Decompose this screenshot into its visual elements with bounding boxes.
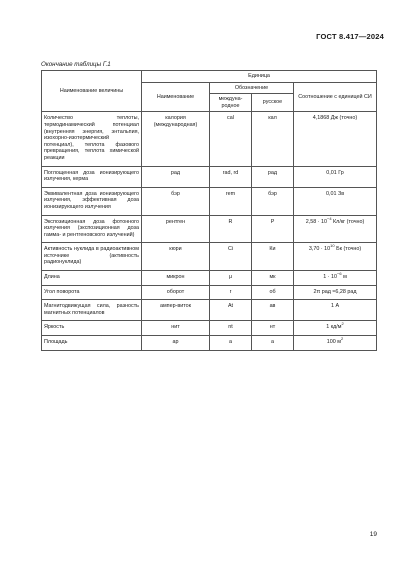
- intl-symbol-cell: rad, rd: [210, 166, 252, 187]
- intl-symbol-cell: nt: [210, 321, 252, 336]
- intl-symbol-cell: Ci: [210, 243, 252, 271]
- header-unit: Единица: [142, 71, 377, 83]
- si-value: 2,58 · 10: [305, 218, 327, 225]
- header-russian: русское: [252, 94, 294, 112]
- si-relation-cell: [294, 215, 377, 243]
- si-value: 1 · 10: [323, 274, 338, 281]
- unit-name-cell: оборот: [142, 285, 210, 300]
- header-international: междуна-родное: [210, 94, 252, 112]
- table-row: [42, 215, 377, 243]
- si-value: 3,70 · 10: [308, 246, 331, 253]
- intl-symbol-cell: rem: [210, 187, 252, 215]
- units-table: [41, 70, 377, 351]
- rus-symbol-cell: об: [252, 285, 294, 300]
- rus-symbol-cell: Ки: [252, 243, 294, 271]
- rus-symbol-cell: ав: [252, 300, 294, 321]
- unit-name-cell: кюри: [142, 243, 210, 271]
- si-value: 1 кд/м: [326, 324, 342, 331]
- table-row: [42, 271, 377, 286]
- document-header: ГОСТ 8.417—2024: [316, 32, 384, 41]
- rus-symbol-cell: бэр: [252, 187, 294, 215]
- rus-symbol-cell: нт: [252, 321, 294, 336]
- unit-name-cell: рад: [142, 166, 210, 187]
- table-row: [42, 243, 377, 271]
- intl-symbol-cell: μ: [210, 271, 252, 286]
- si-relation-cell: 0,01 Гр: [294, 166, 377, 187]
- unit-name-cell: калория (международная): [142, 112, 210, 166]
- quantity-cell: Угол поворота: [42, 285, 142, 300]
- unit-name-cell: ар: [142, 336, 210, 351]
- quantity-cell: Экспозиционная доза фотонного излучения (экспозиционная доза гамма- и рентгеновского излучений): [42, 215, 142, 243]
- table-row: [42, 336, 377, 351]
- si-relation-cell: [294, 243, 377, 271]
- table-row: [42, 300, 377, 321]
- quantity-cell: Яркость: [42, 321, 142, 336]
- si-exponent: 2: [341, 321, 344, 327]
- intl-symbol-cell: R: [210, 215, 252, 243]
- page-number: 19: [369, 531, 377, 538]
- table-row: [42, 187, 377, 215]
- intl-symbol-cell: a: [210, 336, 252, 351]
- si-relation-cell: 1 А: [294, 300, 377, 321]
- header-designation: Обозначение: [210, 82, 294, 94]
- header-name: Наименование: [142, 82, 210, 112]
- rus-symbol-cell: а: [252, 336, 294, 351]
- si-value: 100 м: [326, 339, 341, 346]
- header-quantity: Наименование величины: [42, 71, 142, 112]
- si-unit: Бк (точно): [334, 246, 362, 253]
- unit-name-cell: нит: [142, 321, 210, 336]
- table-row: [42, 166, 377, 187]
- rus-symbol-cell: рад: [252, 166, 294, 187]
- quantity-cell: Магнитодвижущая сила, разность магнитных потенциалов: [42, 300, 142, 321]
- si-unit: м: [341, 274, 347, 281]
- si-relation-cell: 4,1868 Дж (точно): [294, 112, 377, 166]
- si-unit: Кл/кг (точно): [331, 218, 365, 225]
- table-row: [42, 285, 377, 300]
- si-exponent: 2: [340, 336, 344, 342]
- si-exponent: −6: [337, 271, 342, 277]
- table-caption: Окончание таблицы Г.1: [41, 61, 111, 68]
- rus-symbol-cell: Р: [252, 215, 294, 243]
- quantity-cell: Поглощенная доза ионизирующего излучения, керма: [42, 166, 142, 187]
- rus-symbol-cell: мк: [252, 271, 294, 286]
- header-si-relation: Соотношение с единицей СИ: [294, 82, 377, 112]
- si-exponent: 10: [330, 243, 335, 249]
- quantity-cell: Количество теплоты, термодинамический потенциал (внутренняя энергия, энтальпия, изохорно-изотермический потенциал), теплота фазового превращения, теплота химической реакции: [42, 112, 142, 166]
- unit-name-cell: рентген: [142, 215, 210, 243]
- si-relation-cell: 0,01 Зв: [294, 187, 377, 215]
- table-row: [42, 112, 377, 166]
- unit-name-cell: ампер-виток: [142, 300, 210, 321]
- si-relation-cell: [294, 271, 377, 286]
- table-row: [42, 321, 377, 336]
- quantity-cell: Площадь: [42, 336, 142, 351]
- intl-symbol-cell: cal: [210, 112, 252, 166]
- quantity-cell: Эквивалентная доза ионизирующего излучения, эффективная доза ионизирующего излучения: [42, 187, 142, 215]
- rus-symbol-cell: кал: [252, 112, 294, 166]
- unit-name-cell: бэр: [142, 187, 210, 215]
- unit-name-cell: микрон: [142, 271, 210, 286]
- si-relation-cell: [294, 321, 377, 336]
- si-relation-cell: [294, 336, 377, 351]
- quantity-cell: Длина: [42, 271, 142, 286]
- si-relation-cell: 2π рад ≈6,28 рад: [294, 285, 377, 300]
- si-exponent: −4: [326, 215, 332, 221]
- intl-symbol-cell: r: [210, 285, 252, 300]
- quantity-cell: Активность нуклида в радиоактивном источнике (активность радионуклида): [42, 243, 142, 271]
- intl-symbol-cell: At: [210, 300, 252, 321]
